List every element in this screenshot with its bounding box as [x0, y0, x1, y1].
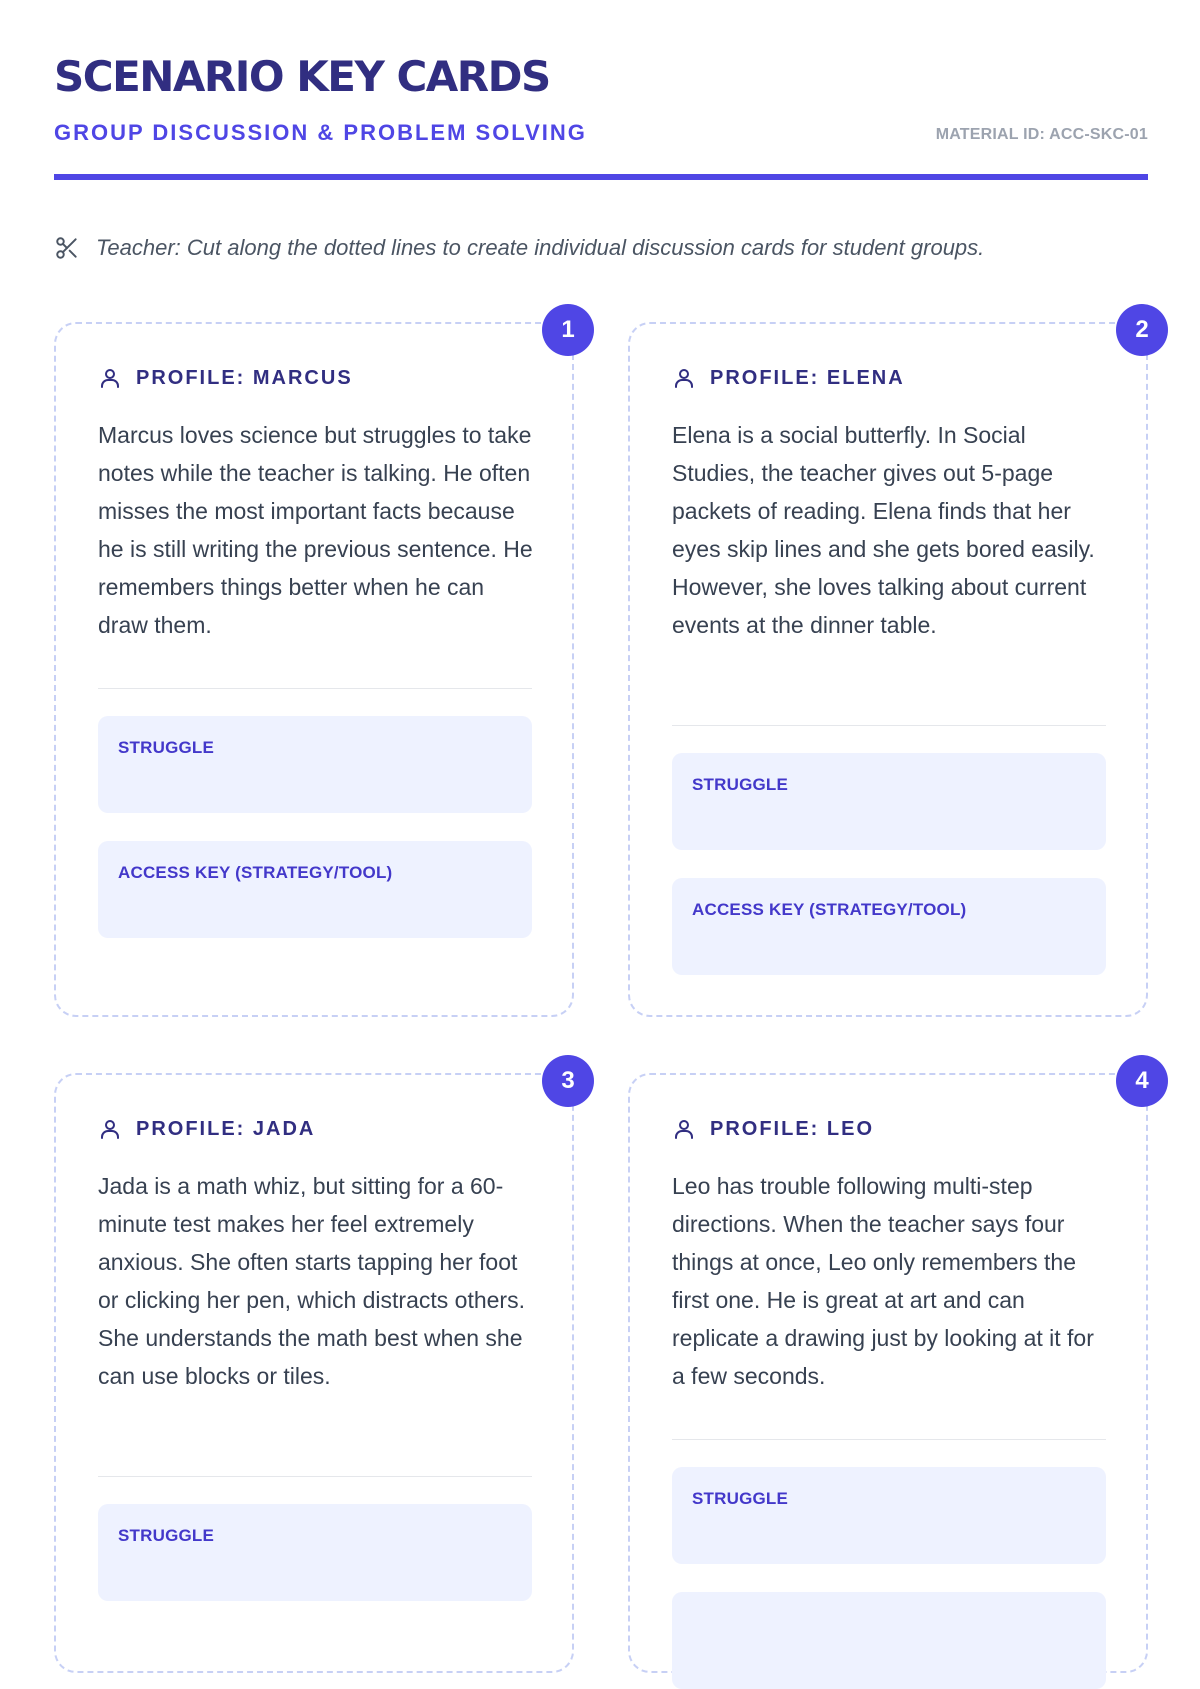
scissors-icon — [54, 235, 80, 261]
card-story: Marcus loves science but struggles to take notes while the teacher is talking. He often misses the most important facts because he is still writing the previous sentence. He remembers things better when he can draw them. — [98, 422, 533, 638]
page-title: SCENARIO KEY CARDS — [54, 52, 550, 101]
card-profile-header — [98, 366, 353, 390]
card-profile-header — [98, 1117, 315, 1141]
card-number-badge: 2 — [1116, 304, 1168, 356]
access-key-label: ACCESS KEY (STRATEGY/TOOL) — [692, 900, 967, 919]
card-profile-header — [672, 1117, 874, 1141]
struggle-field[interactable] — [672, 753, 1106, 850]
card-divider — [672, 725, 1106, 726]
profile-name: PROFILE: ELENA — [710, 366, 905, 389]
struggle-field[interactable] — [672, 1467, 1106, 1564]
access-key-field-partial[interactable] — [672, 1592, 1106, 1689]
user-icon — [98, 1117, 122, 1141]
card-story: Elena is a social butterfly. In Social Studies, the teacher gives out 5-page packets of reading. Elena finds that her eyes skip lines and she gets bored easily. However, she loves talking about current events at the dinner table. — [672, 422, 1095, 638]
scenario-card-jada — [54, 1067, 575, 1673]
card-number-badge: 1 — [542, 304, 594, 356]
card-divider — [672, 1439, 1106, 1440]
struggle-label: STRUGGLE — [692, 775, 789, 794]
card-story: Jada is a math whiz, but sitting for a 60-minute test makes her feel extremely anxious. She often starts tapping her foot or clicking her pen, which distracts others. She understands the math best when she can use blocks or tiles. — [98, 1173, 525, 1389]
struggle-field[interactable] — [98, 1504, 532, 1601]
material-id: MATERIAL ID: ACC-SKC-01 — [935, 126, 1148, 143]
page-subtitle: GROUP DISCUSSION & PROBLEM SOLVING — [54, 120, 587, 145]
access-key-field[interactable] — [98, 841, 532, 938]
teacher-instruction — [54, 235, 1154, 261]
struggle-label: STRUGGLE — [118, 738, 215, 757]
header-divider — [54, 174, 1148, 180]
struggle-label: STRUGGLE — [118, 1526, 215, 1545]
instruction-text: Teacher: Cut along the dotted lines to create individual discussion cards for student groups. — [96, 235, 985, 260]
card-divider — [98, 688, 532, 689]
card-number-badge: 3 — [542, 1055, 594, 1107]
card-divider — [98, 1476, 532, 1477]
user-icon — [672, 1117, 696, 1141]
scenario-card-leo — [628, 1067, 1149, 1673]
struggle-field[interactable] — [98, 716, 532, 813]
user-icon — [98, 366, 122, 390]
access-key-field[interactable] — [672, 878, 1106, 975]
struggle-label: STRUGGLE — [692, 1489, 789, 1508]
card-story: Leo has trouble following multi-step directions. When the teacher says four things at once, Leo only remembers the first one. He is great at art and can replicate a drawing just by looking at it for a few seconds. — [672, 1173, 1094, 1389]
access-key-label: ACCESS KEY (STRATEGY/TOOL) — [118, 863, 393, 882]
profile-name: PROFILE: LEO — [710, 1117, 874, 1140]
profile-name: PROFILE: MARCUS — [136, 366, 353, 389]
user-icon — [672, 366, 696, 390]
card-profile-header — [672, 366, 905, 390]
scenario-card-marcus — [54, 316, 575, 1017]
page-header — [54, 52, 1148, 145]
profile-name: PROFILE: JADA — [136, 1117, 316, 1140]
scenario-card-elena — [628, 316, 1149, 1017]
card-number-badge: 4 — [1116, 1055, 1168, 1107]
